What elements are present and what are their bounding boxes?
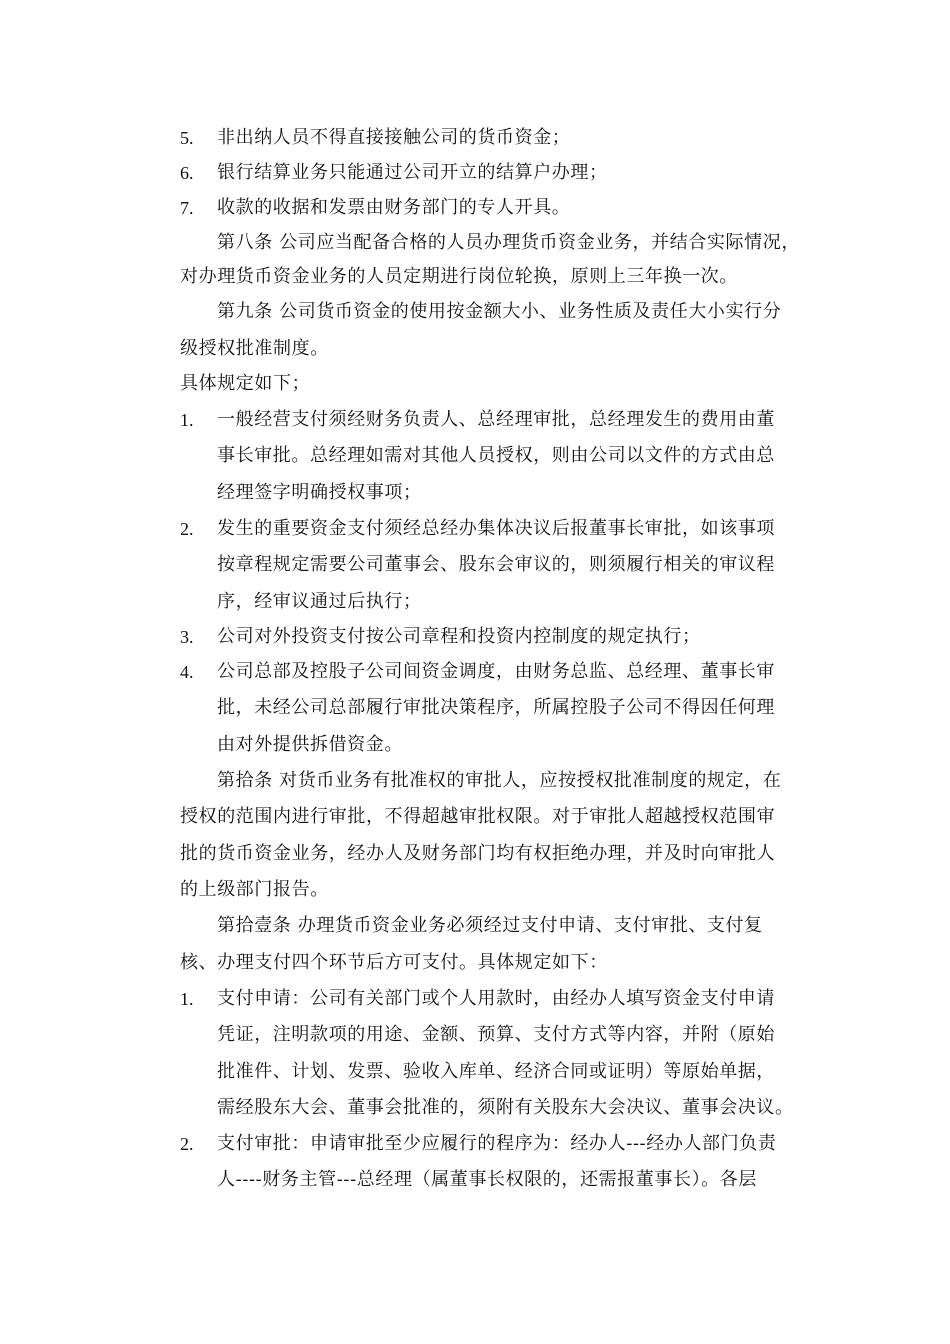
list-item-text: 支付申请：公司有关部门或个人用款时，由经办人填写资金支付申请 bbox=[217, 988, 775, 1009]
list-item-number: 4. bbox=[180, 662, 194, 682]
article-10-line: 批的货币资金业务，经办人及财务部门均有权拒绝办理，并及时向审批人 bbox=[180, 843, 776, 864]
list-item-number: 1. bbox=[180, 989, 194, 1009]
list-item-text: 批准件、计划、发票、验收入库单、经济合同或证明）等原始单据， bbox=[217, 1061, 775, 1082]
list-item-number: 6. bbox=[180, 163, 194, 183]
article-10-line: 第拾条 对货币业务有批准权的审批人，应按授权批准制度的规定，在 bbox=[217, 770, 782, 791]
list-item-text: 需经股东大会、董事会批准的，须附有关股东大会决议、董事会决议。 bbox=[217, 1097, 794, 1118]
list-item-number: 5. bbox=[180, 128, 194, 148]
article-8-line: 第八条 公司应当配备合格的人员办理货币资金业务，并结合实际情况， bbox=[217, 232, 800, 253]
list-item-text: 人----财务主管---总经理（属董事长权限的，还需报董事长）。各层 bbox=[217, 1169, 757, 1190]
article-9-intro: 具体规定如下； bbox=[180, 373, 311, 394]
article-9-line: 第九条 公司货币资金的使用按金额大小、业务性质及责任大小实行分 bbox=[217, 301, 782, 322]
list-item-text: 事长审批。总经理如需对其他人员授权，则由公司以文件的方式由总 bbox=[217, 445, 775, 466]
list-item-text: 公司总部及控股子公司间资金调度，由财务总监、总经理、董事长审 bbox=[217, 661, 775, 682]
list-item-text: 银行结算业务只能通过公司开立的结算户办理； bbox=[217, 162, 608, 183]
article-11-line: 第拾壹条 办理货币资金业务必须经过支付申请、支付审批、支付复 bbox=[217, 915, 763, 936]
list-item-number: 7. bbox=[180, 198, 194, 218]
list-item-text: 按章程规定需要公司董事会、股东会审议的，则须履行相关的审议程 bbox=[217, 554, 775, 575]
article-8-line: 对办理货币资金业务的人员定期进行岗位轮换，原则上三年换一次。 bbox=[180, 266, 738, 287]
list-item-text: 发生的重要资金支付须经总经办集体决议后报董事长审批，如该事项 bbox=[217, 518, 775, 539]
article-10-line: 的上级部门报告。 bbox=[180, 879, 329, 900]
list-item-number: 2. bbox=[180, 1134, 194, 1154]
list-item-text: 经理签字明确授权事项； bbox=[217, 482, 422, 503]
list-item-number: 1. bbox=[180, 410, 194, 430]
list-item-text: 序，经审议通过后执行； bbox=[217, 591, 422, 612]
list-item-text: 非出纳人员不得直接接触公司的货币资金； bbox=[217, 127, 571, 148]
list-item-text: 公司对外投资支付按公司章程和投资内控制度的规定执行； bbox=[217, 626, 701, 647]
article-9-line: 级授权批准制度。 bbox=[180, 338, 329, 359]
list-item-number: 3. bbox=[180, 627, 194, 647]
article-11-line: 核、办理支付四个环节后方可支付。具体规定如下： bbox=[180, 952, 608, 973]
article-10-line: 授权的范围内进行审批，不得超越审批权限。对于审批人超越授权范围审 bbox=[180, 806, 776, 827]
list-item-text: 由对外提供拆借资金。 bbox=[217, 734, 403, 755]
list-item-text: 批，未经公司总部履行审批决策程序，所属控股子公司不得因任何理 bbox=[217, 697, 775, 718]
list-item-text: 一般经营支付须经财务负责人、总经理审批，总经理发生的费用由董 bbox=[217, 409, 775, 430]
list-item-number: 2. bbox=[180, 519, 194, 539]
list-item-text: 凭证，注明款项的用途、金额、预算、支付方式等内容，并附（原始 bbox=[217, 1024, 775, 1045]
list-item-text: 收款的收据和发票由财务部门的专人开具。 bbox=[217, 197, 571, 218]
list-item-text: 支付审批：申请审批至少应履行的程序为：经办人---经办人部门负责 bbox=[217, 1133, 777, 1154]
